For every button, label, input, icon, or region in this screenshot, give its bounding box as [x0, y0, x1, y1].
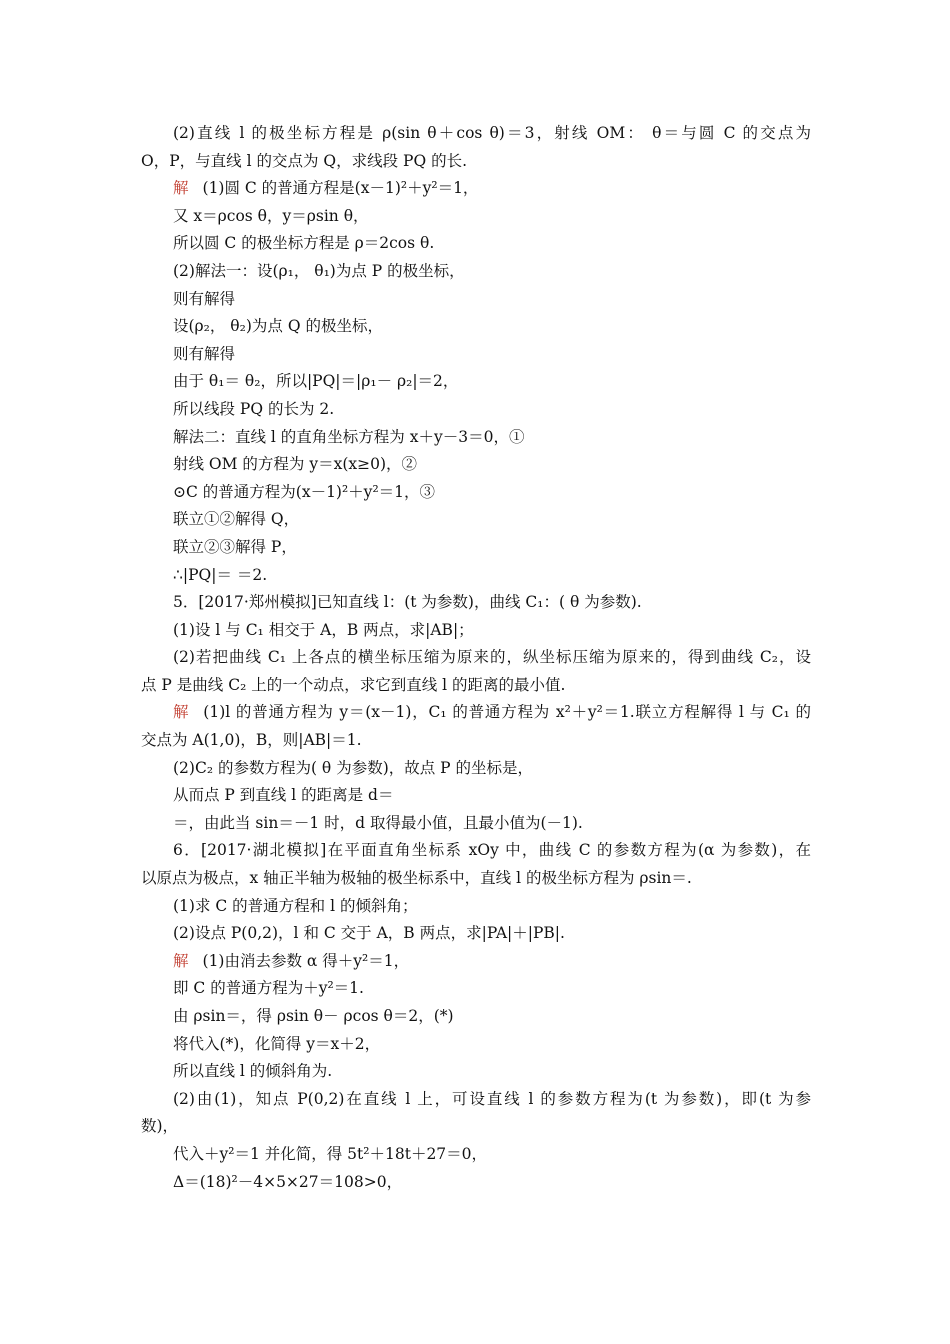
text-line — [141, 672, 811, 700]
line-text: 从而点 P 到直线 l 的距离是 d＝ — [173, 786, 394, 805]
line-text: (1)设 l 与 C₁ 相交于 A，B 两点，求|AB|； — [173, 620, 474, 639]
line-text: (1)l 的普通方程为 y＝(x－1)，C₁ 的普通方程为 x²＋y²＝1.联立方程解得 l 与 C₁ 的 — [203, 703, 811, 722]
text-line — [141, 451, 811, 479]
line-text: (1)由消去参数 α 得＋y²＝1， — [202, 951, 410, 970]
text-line — [141, 479, 811, 507]
text-line — [141, 286, 811, 314]
text-line — [141, 589, 811, 617]
text-line — [141, 562, 811, 590]
text-line — [141, 1113, 811, 1141]
text-line — [141, 148, 811, 176]
text-line — [141, 396, 811, 424]
text-line — [141, 1003, 811, 1031]
line-text: (2)由(1)，知点 P(0,2)在直线 l 上，可设直线 l 的参数方程为(t 为参数)，即(t 为参 — [173, 1089, 811, 1108]
line-text: 所以线段 PQ 的长为 2. — [173, 399, 335, 418]
text-line — [141, 368, 811, 396]
line-text: O，P，与直线 l 的交点为 Q，求线段 PQ 的长. — [141, 151, 468, 170]
text-line — [141, 617, 811, 645]
line-text: Δ＝(18)²－4×5×27＝108>0， — [173, 1172, 403, 1191]
text-line — [141, 727, 811, 755]
line-text: (2)C₂ 的参数方程为( θ 为参数)，故点 P 的坐标是， — [173, 758, 534, 777]
line-text: ＝，由此当 sin＝－1 时，d 取得最小值，且最小值为(－1). — [173, 813, 583, 832]
solution-label: 解 — [173, 703, 190, 722]
text-line — [141, 865, 811, 893]
line-text: ∴|PQ|＝ ＝2. — [173, 565, 268, 584]
line-text: 射线 OM 的方程为 y＝x(x≥0)，② — [173, 455, 418, 474]
line-text: 联立①②解得 Q， — [173, 510, 300, 529]
text-line — [141, 258, 811, 286]
text-line — [141, 175, 811, 203]
text-line — [141, 975, 811, 1003]
line-text: (2)直线 l 的极坐标方程是 ρ(sin θ＋cos θ)＝3，射线 OM： θ＝与圆 C 的交点为 — [173, 124, 811, 142]
text-line — [141, 203, 811, 231]
text-line — [141, 1086, 811, 1114]
line-text: 点 P 是曲线 C₂ 上的一个动点，求它到直线 l 的距离的最小值. — [141, 675, 566, 694]
line-text: 交点为 A(1,0)，B，则|AB|＝1. — [141, 731, 362, 750]
document-body — [141, 120, 811, 1196]
text-line — [141, 644, 811, 672]
line-text: 即 C 的普通方程为＋y²＝1. — [173, 979, 364, 998]
text-line — [141, 313, 811, 341]
solution-label: 解 — [173, 951, 189, 970]
text-line — [141, 506, 811, 534]
line-text: 数)， — [141, 1117, 179, 1136]
text-line — [141, 1141, 811, 1169]
text-line — [141, 699, 811, 727]
text-line — [141, 230, 811, 258]
line-text: 所以圆 C 的极坐标方程是 ρ＝2cos θ. — [173, 234, 435, 253]
text-line — [141, 341, 811, 369]
line-text: 将代入(*)，化简得 y＝x＋2， — [173, 1034, 381, 1053]
line-text: (1)圆 C 的普通方程是(x－1)²＋y²＝1， — [202, 179, 479, 198]
text-line — [141, 837, 811, 865]
text-line — [141, 810, 811, 838]
line-text: 又 x＝ρcos θ，y＝ρsin θ， — [173, 206, 369, 225]
text-line — [141, 534, 811, 562]
line-text: 代入＋y²＝1 并化简，得 5t²＋18t＋27＝0， — [173, 1144, 488, 1163]
line-text: ⊙C 的普通方程为(x－1)²＋y²＝1，③ — [173, 482, 436, 501]
line-text: 设(ρ₂， θ₂)为点 Q 的极坐标， — [173, 317, 383, 336]
text-line — [141, 120, 811, 148]
solution-label: 解 — [173, 179, 189, 198]
text-line — [141, 1169, 811, 1197]
text-line — [141, 1031, 811, 1059]
line-text: (2)若把曲线 C₁ 上各点的横坐标压缩为原来的，纵坐标压缩为原来的，得到曲线 C₂，设 — [173, 648, 811, 667]
line-text: 联立②③解得 P， — [173, 537, 297, 556]
line-text: 所以直线 l 的倾斜角为. — [173, 1062, 333, 1081]
line-text: (2)解法一：设(ρ₁， θ₁)为点 P 的极坐标， — [173, 261, 465, 280]
line-text: 解法二：直线 l 的直角坐标方程为 x＋y－3＝0，① — [173, 427, 525, 446]
line-text: (1)求 C 的普通方程和 l 的倾斜角； — [173, 896, 418, 915]
text-line — [141, 893, 811, 921]
line-text: 则有解得 — [173, 344, 236, 363]
line-text: 则有解得 — [173, 289, 236, 308]
line-text: 6．[2017·湖北模拟]在平面直角坐标系 xOy 中，曲线 C 的参数方程为(α 为参数)，在 — [173, 841, 811, 860]
text-line — [141, 920, 811, 948]
line-text: 由 ρsin＝，得 ρsin θ－ ρcos θ＝2，(*) — [173, 1007, 454, 1025]
line-text: 以原点为极点，x 轴正半轴为极轴的极坐标系中，直线 l 的极坐标方程为 ρsin＝. — [141, 869, 692, 888]
text-line — [141, 948, 811, 976]
text-line — [141, 782, 811, 810]
text-line — [141, 424, 811, 452]
line-text: 5．[2017·郑州模拟]已知直线 l：(t 为参数)，曲线 C₁：( θ 为参数). — [173, 593, 642, 612]
text-line — [141, 755, 811, 783]
line-text: 由于 θ₁＝ θ₂，所以|PQ|＝|ρ₁－ ρ₂|＝2， — [173, 372, 459, 391]
text-line — [141, 1058, 811, 1086]
line-text: (2)设点 P(0,2)，l 和 C 交于 A，B 两点，求|PA|＋|PB|. — [173, 924, 565, 943]
